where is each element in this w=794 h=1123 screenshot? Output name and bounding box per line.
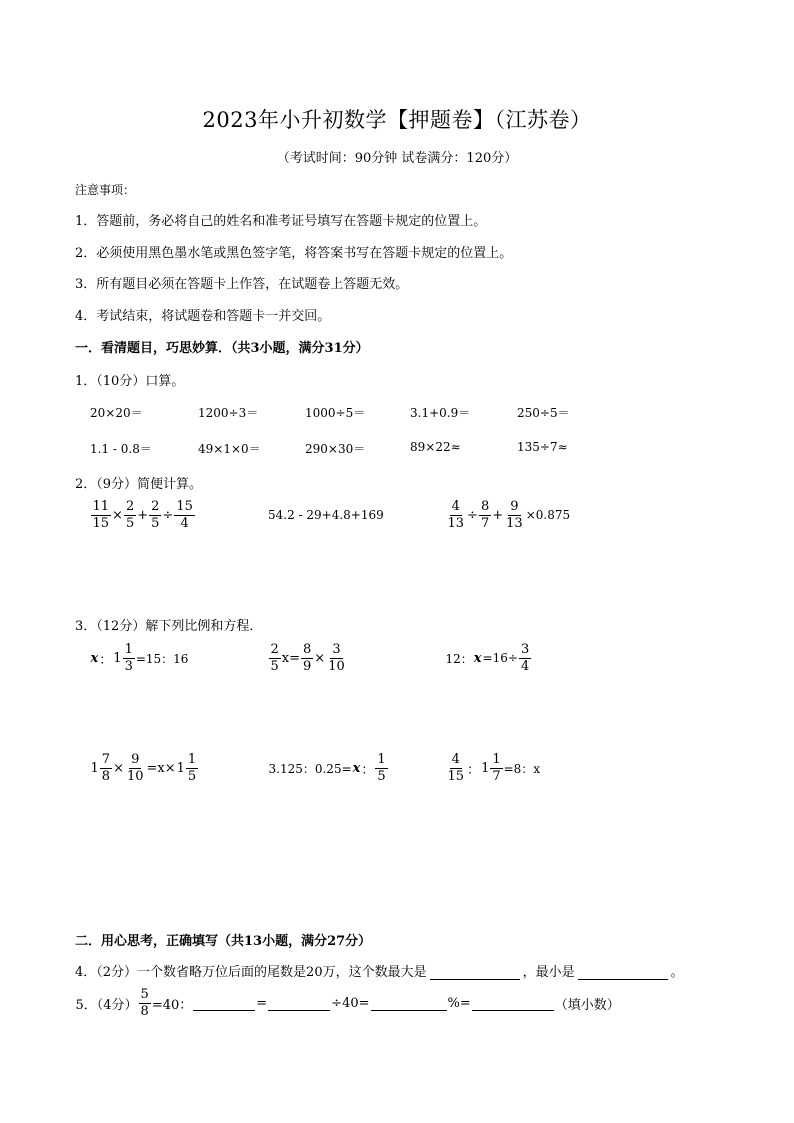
question-5: 5．（4分） $\frac{5}{8}$ =40： = ÷40= %= （填小数） [75,987,620,1019]
answer-blank[interactable] [268,996,330,1011]
section-2-heading: 二．用心思考，正确填写（共13小题，满分27分） [75,934,372,949]
fraction: $\frac{1}{3}$ [124,642,133,674]
oral-calc-item: 1200÷3＝ [198,406,259,420]
fraction: $\frac{3}{4}$ [520,642,530,674]
answer-blank[interactable] [472,996,554,1011]
page-subtitle: （考试时间：90分钟 试卷满分：120分） [276,151,518,166]
equation-2: $\frac{2}{5}$ x= $\frac{8}{9}$ × $\frac{3}{10}$ [270,642,345,674]
oral-calc-item: 1000÷5＝ [305,406,366,420]
oral-calc-item: 135÷7≈ [517,440,568,454]
fraction: $\frac{15}{4}$ [176,499,193,531]
fraction: $\frac{9}{13}$ [506,499,523,531]
fraction: $\frac{11}{15}$ [92,499,110,531]
simplify-expression-3: $\frac{4}{13}$ ÷ $\frac{8}{7}$ + $\frac{9}{13}$ ×0.875 [447,499,571,531]
note-item: 3．所有题目必须在答题卡上作答，在试题卷上答题无效。 [75,277,409,292]
notes-heading: 注意事项： [75,183,136,197]
oral-calc-item: 20×20＝ [90,406,143,420]
fraction: $\frac{8}{9}$ [303,642,312,674]
fraction: $\frac{2}{5}$ [270,642,279,674]
equation-5: 3.125：0.25= x ： $\frac{1}{5}$ [268,752,386,784]
question-2-label: 2．（9分）简便计算。 [75,477,203,492]
equation-4: 1 $\frac{7}{8}$ × $\frac{9}{10}$ =x× 1 $\frac{1}{5}$ [90,752,197,784]
fraction: $\frac{3}{10}$ [328,642,345,674]
question-3-label: 3．（12分）解下列比例和方程． [75,619,263,634]
fraction: $\frac{1}{5}$ [187,752,197,784]
oral-calc-item: 49×1×0＝ [198,442,261,456]
page-title: 2023年小升初数学【押题卷】（江苏卷） [202,108,592,132]
equation-6: $\frac{4}{15}$ ： 1 $\frac{1}{7}$ =8：x [447,752,541,784]
question-1-label: 1．（10分）口算。 [75,374,185,389]
fraction: $\frac{1}{7}$ [492,752,501,784]
fraction: $\frac{2}{5}$ [125,499,135,531]
note-item: 2．必须使用黑色墨水笔或黑色签字笔，将答案书写在答题卡规定的位置上。 [75,246,513,261]
oral-calc-item: 290×30＝ [305,442,366,456]
simplify-expression-1: $\frac{11}{15}$ × $\frac{2}{5}$ + $\frac{2}{5}$ ÷ $\frac{15}{4}$ [92,499,193,531]
answer-blank[interactable] [193,996,255,1011]
fraction: $\frac{5}{8}$ [140,987,149,1019]
fraction: $\frac{7}{8}$ [101,752,111,784]
equation-3: 12： x =16÷ $\frac{3}{4}$ [445,642,530,674]
fraction: $\frac{9}{10}$ [126,752,144,784]
note-item: 4．考试结束，将试题卷和答题卡一并交回。 [75,309,331,324]
answer-blank[interactable] [430,965,520,980]
fraction: $\frac{8}{7}$ [480,499,490,531]
note-item: 1．答题前，务必将自己的姓名和准考证号填写在答题卡规定的位置上。 [75,214,487,229]
equation-1: x ： 1 $\frac{1}{3}$ =15：16 [90,642,189,674]
oral-calc-item: 1.1 - 0.8＝ [90,442,152,456]
oral-calc-item: 250÷5＝ [517,406,570,420]
simplify-expression-2: 54.2 - 29+4.8+169 [268,508,384,522]
question-4: 4．（2分）一个数省略万位后面的尾数是20万，这个数最大是 ，最小是 。 [75,965,684,980]
section-1-heading: 一．看清题目，巧思妙算．（共3小题，满分31分） [75,341,369,356]
oral-calc-item: 89×22≈ [410,440,461,454]
oral-calc-item: 3.1+0.9＝ [410,406,471,420]
fraction: $\frac{4}{15}$ [447,752,465,784]
answer-blank[interactable] [578,965,668,980]
fraction: $\frac{2}{5}$ [151,499,160,531]
answer-blank[interactable] [371,996,447,1011]
fraction: $\frac{4}{13}$ [447,499,465,531]
fraction: $\frac{1}{5}$ [377,752,386,784]
